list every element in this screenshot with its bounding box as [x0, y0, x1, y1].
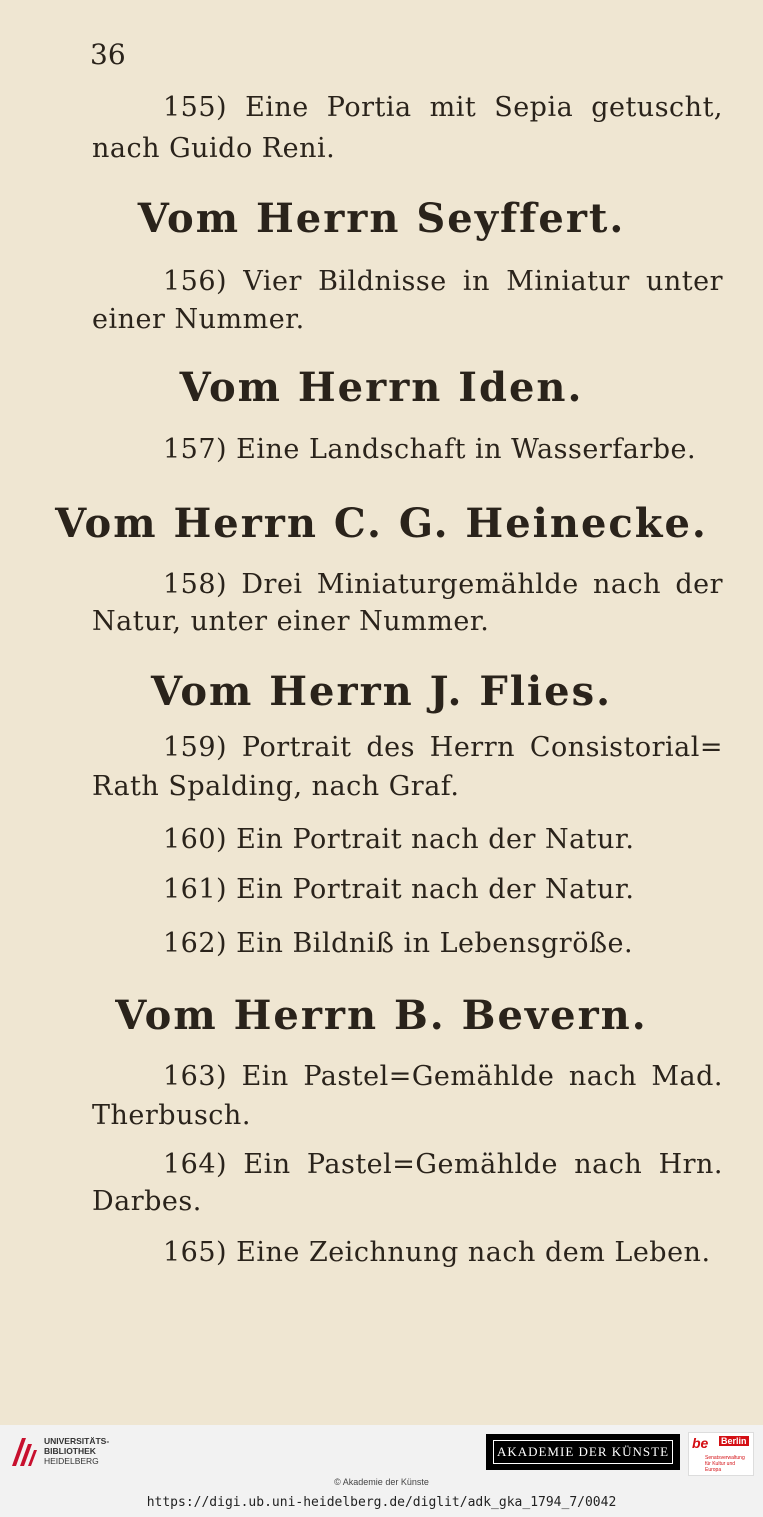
entry-163-line-2: Therbusch. [92, 1100, 251, 1131]
university-library-logo-icon [8, 1432, 40, 1472]
section-heading-heinecke: Vom Herrn C. G. Heinecke. [55, 500, 708, 547]
entry-157-line-1: 157) Eine Landschaft in Wasserfarbe. [163, 434, 697, 465]
berlin-logo-be: be [692, 1435, 709, 1451]
entry-155-line-2: nach Guido Reni. [92, 133, 336, 164]
section-heading-seyffert: Vom Herrn Seyffert. [137, 195, 626, 242]
academy-logo-text: AKADEMIE DER KÜNSTE [493, 1440, 673, 1464]
entry-162-line-1: 162) Ein Bildniß in Lebensgröße. [163, 928, 634, 959]
entry-164-line-2: Darbes. [92, 1186, 202, 1217]
academy-logo [486, 1434, 680, 1470]
university-library-name [44, 1436, 109, 1466]
page-number: 36 [90, 38, 126, 71]
berlin-senate-logo [688, 1432, 754, 1476]
entry-165-line-1: 165) Eine Zeichnung nach dem Leben. [163, 1237, 711, 1268]
entry-164-line-1: 164) Ein Pastel=Gemählde nach Hrn. [163, 1149, 723, 1180]
berlin-logo-subtitle: Senatsverwaltung für Kultur und Europa [705, 1455, 745, 1473]
source-url[interactable]: https://digi.ub.uni-heidelberg.de/diglit/adk_gka_1794_7/0042 [146, 1495, 617, 1510]
entry-156-line-1: 156) Vier Bildnisse in Miniatur unter [163, 266, 723, 297]
entry-156-line-2: einer Nummer. [92, 304, 305, 335]
entry-163-line-1: 163) Ein Pastel=Gemählde nach Mad. [163, 1061, 723, 1092]
copyright-notice: © Akademie der Künste [334, 1477, 429, 1487]
library-line-3: HEIDELBERG [44, 1456, 99, 1466]
entry-161-line-1: 161) Ein Portrait nach der Natur. [163, 874, 635, 905]
entry-155-line-1: 155) Eine Portia mit Sepia getuscht, [163, 92, 723, 123]
entry-160-line-1: 160) Ein Portrait nach der Natur. [163, 824, 635, 855]
section-heading-flies: Vom Herrn J. Flies. [150, 668, 613, 715]
entry-159-line-1: 159) Portrait des Herrn Consistorial= [163, 732, 723, 763]
library-line-2: BIBLIOTHEK [44, 1446, 96, 1456]
berlin-logo-name: Berlin [721, 1436, 747, 1446]
section-heading-iden: Vom Herrn Iden. [179, 364, 584, 411]
entry-159-line-2: Rath Spalding, nach Graf. [92, 771, 460, 802]
section-heading-bevern: Vom Herrn B. Bevern. [115, 992, 648, 1039]
entry-158-line-1: 158) Drei Miniaturgemählde nach der [163, 569, 723, 600]
entry-158-line-2: Natur, unter einer Nummer. [92, 606, 490, 637]
viewer-footer [0, 1425, 763, 1517]
library-line-1: UNIVERSITÄTS- [44, 1436, 110, 1446]
